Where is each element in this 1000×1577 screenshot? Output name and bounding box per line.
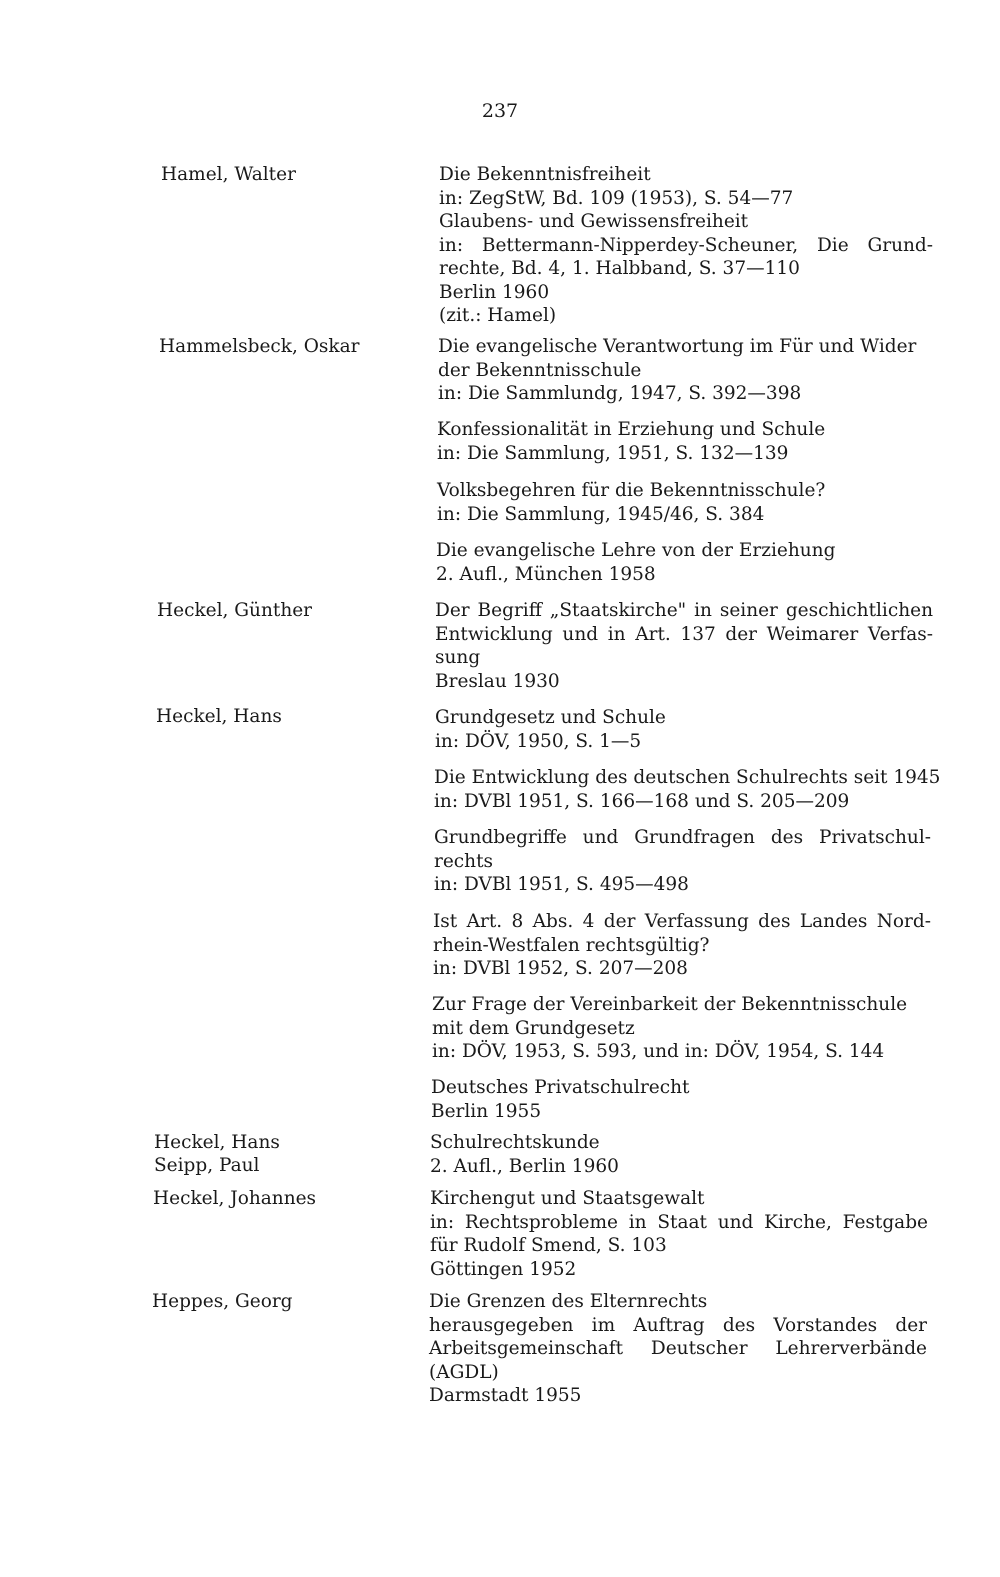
work-line: in: DÖV, 1950, S. 1—5	[435, 730, 642, 752]
work-line: rechte, Bd. 4, 1. Halbband, S. 37—110	[439, 258, 800, 279]
work-line: Der Begriff „Staatskirche" in seiner geschichtlichen	[435, 600, 933, 621]
work-line: in: DVBl 1951, S. 166—168 und S. 205—209	[434, 790, 850, 812]
work-line: Konfessionalität in Erziehung und Schule	[437, 419, 826, 440]
work-entry	[437, 418, 937, 465]
work-line: Ist Art. 8 Abs. 4 der Verfassung des Landes Nord-	[433, 911, 931, 932]
work-line: in: DVBl 1952, S. 207—208	[433, 958, 688, 979]
work-entry	[431, 1076, 931, 1123]
work-entry	[435, 706, 935, 753]
work-line: Die Bekenntnisfreiheit	[439, 164, 651, 185]
work-line: Volksbegehren für die Bekenntnisschule?	[437, 480, 826, 501]
work-line: Die Entwicklung des deutschen Schulrechts seit 1945	[434, 767, 941, 788]
work-line: Zur Frage der Vereinbarkeit der Bekenntnisschule	[432, 994, 908, 1015]
author-heppes-georg: Heppes, Georg	[152, 1291, 293, 1312]
work-line: Berlin 1960	[439, 281, 550, 303]
work-entry	[432, 993, 932, 1064]
work-line: Entwicklung und in Art. 137 der Weimarer Verfas-	[435, 623, 933, 645]
work-line: Schulrechtskunde	[430, 1132, 600, 1153]
work-line: sung	[435, 647, 481, 668]
work-line: Glaubens- und Gewissensfreiheit	[439, 211, 749, 232]
work-line: in: ZegStW, Bd. 109 (1953), S. 54—77	[439, 187, 794, 209]
work-line: Grundbegriffe und Grundfragen des Privatschul-	[434, 827, 931, 848]
work-line: mit dem Grundgesetz	[432, 1017, 635, 1039]
work-entry	[433, 910, 931, 981]
work-line: in: Rechtsprobleme in Staat und Kirche, Festgabe	[430, 1211, 928, 1233]
work-line: 2. Aufl., Berlin 1960	[430, 1155, 619, 1177]
work-line: in: Die Sammlung, 1945/46, S. 384	[437, 503, 765, 525]
work-entry	[429, 1290, 927, 1408]
work-line: der Bekenntnisschule	[438, 359, 642, 381]
work-line: 2. Aufl., München 1958	[436, 563, 656, 585]
work-line: für Rudolf Smend, S. 103	[430, 1235, 667, 1256]
author-heckel-johannes: Heckel, Johannes	[153, 1188, 317, 1209]
work-line: in: Bettermann-Nipperdey-Scheuner, Die Grund-	[439, 234, 933, 256]
work-line: rechts	[434, 850, 493, 872]
work-line: Kirchengut und Staatsgewalt	[430, 1188, 705, 1209]
work-entry	[435, 599, 933, 693]
work-line: Deutsches Privatschulrecht	[431, 1077, 690, 1098]
work-line: herausgegeben im Auftrag des Vorstandes der	[429, 1314, 927, 1336]
work-entry	[438, 335, 934, 406]
work-line: (AGDL)	[429, 1361, 499, 1383]
author-heckel-hans: Heckel, Hans	[156, 706, 282, 727]
work-entry	[430, 1187, 928, 1281]
work-entry	[434, 826, 931, 897]
work-entry	[430, 1131, 930, 1178]
work-line: in: DVBl 1951, S. 495—498	[434, 874, 689, 895]
work-entry	[437, 479, 937, 526]
author-heckel-hans-2: Heckel, Hans	[154, 1132, 280, 1153]
work-line: Arbeitsgemeinschaft Deutscher Lehrerverbände	[429, 1338, 927, 1359]
work-line: Darmstadt 1955	[429, 1385, 582, 1406]
page-number: 237	[481, 100, 519, 122]
author-seipp-paul: Seipp, Paul	[154, 1155, 260, 1176]
work-line: rhein-Westfalen rechtsgültig?	[433, 934, 710, 956]
author-hamel-walter: Hamel, Walter	[161, 164, 296, 185]
work-line: in: Die Sammlundg, 1947, S. 392—398	[438, 383, 802, 404]
work-line: Berlin 1955	[431, 1100, 542, 1122]
work-line: Die evangelische Verantwortung im Für und Wider	[438, 336, 917, 357]
work-entry	[436, 539, 936, 586]
work-line: in: DÖV, 1953, S. 593, und in: DÖV, 1954, S. 144	[432, 1041, 885, 1062]
work-line: Die evangelische Lehre von der Erziehung	[436, 540, 836, 561]
author-hammelsbeck-oskar: Hammelsbeck, Oskar	[159, 336, 360, 357]
author-heckel-guenther: Heckel, Günther	[157, 600, 313, 621]
work-line: in: Die Sammlung, 1951, S. 132—139	[437, 442, 789, 464]
work-entry	[434, 766, 941, 813]
work-line: (zit.: Hamel)	[439, 305, 557, 326]
work-entry	[439, 163, 933, 328]
work-line: Göttingen 1952	[430, 1258, 577, 1280]
work-line: Breslau 1930	[435, 670, 560, 692]
work-line: Die Grenzen des Elternrechts	[429, 1291, 708, 1312]
work-line: Grundgesetz und Schule	[435, 707, 666, 728]
